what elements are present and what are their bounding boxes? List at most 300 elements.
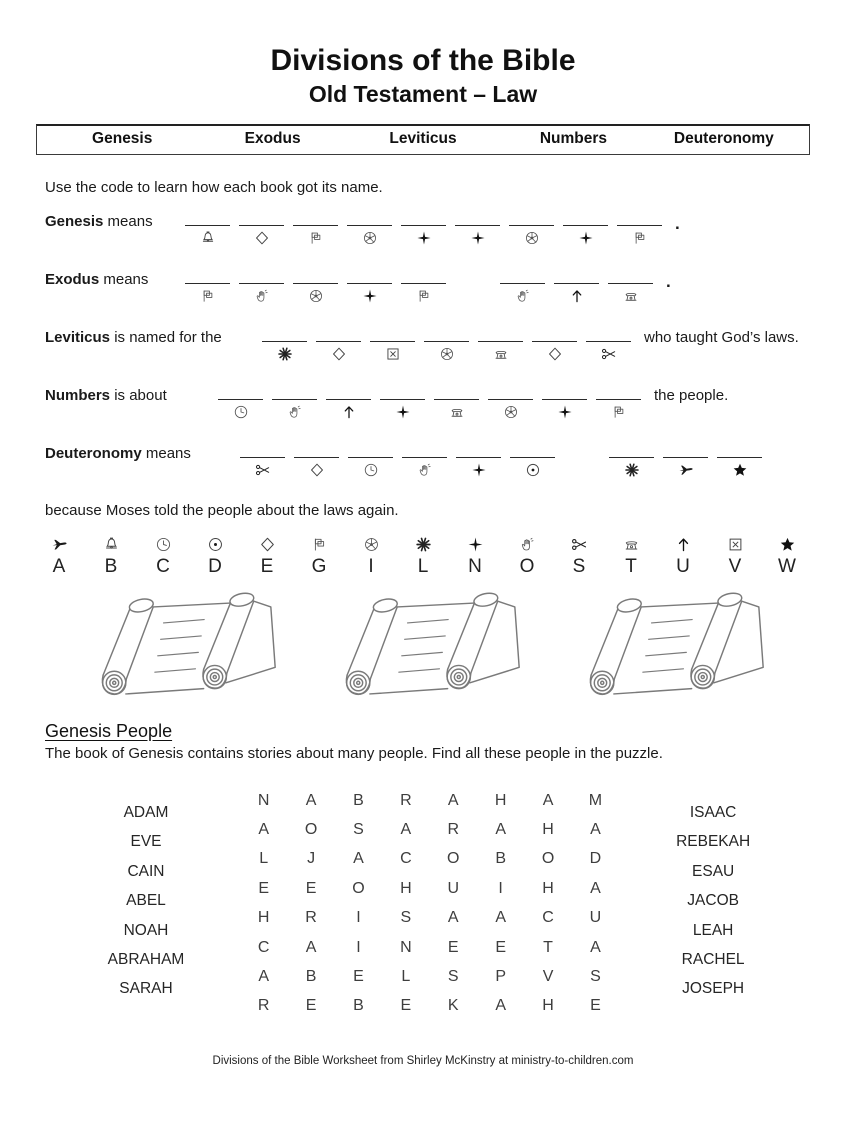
burst-icon bbox=[624, 462, 640, 478]
code-blank bbox=[510, 444, 555, 478]
code-blank bbox=[663, 444, 708, 478]
code-line-label bbox=[45, 444, 240, 463]
code-line-book: Exodus bbox=[45, 271, 100, 288]
key-item bbox=[460, 536, 490, 578]
grid-letter: E bbox=[305, 997, 317, 1015]
key-item bbox=[304, 536, 334, 578]
code-blank bbox=[348, 444, 393, 478]
grid-letter: H bbox=[542, 821, 554, 839]
scroll-illustration bbox=[321, 591, 525, 707]
word-search-description: The book of Genesis contains stories about many people. Find all these people in the puzzle. bbox=[45, 745, 663, 762]
grid-letter: A bbox=[542, 791, 554, 809]
code-blank bbox=[488, 386, 533, 420]
blank-line bbox=[401, 283, 446, 284]
grid-letter: M bbox=[588, 791, 603, 809]
key-item bbox=[252, 536, 282, 578]
code-word-group bbox=[185, 270, 446, 304]
blank-line bbox=[239, 283, 284, 284]
key-item bbox=[408, 536, 438, 578]
code-line-book: Leviticus bbox=[45, 329, 111, 346]
key-item bbox=[772, 536, 802, 578]
key-letter: E bbox=[260, 556, 274, 577]
wheel-icon bbox=[362, 230, 378, 246]
code-blank bbox=[455, 212, 500, 246]
grid-letter: A bbox=[495, 821, 506, 839]
code-blank bbox=[370, 328, 415, 362]
code-blank bbox=[617, 212, 662, 246]
word-list-item: ADAM bbox=[123, 804, 169, 821]
grid-letter: S bbox=[400, 909, 412, 927]
book-name: Exodus bbox=[244, 130, 301, 147]
word-list-item: ESAU bbox=[692, 862, 735, 880]
grid-letter: D bbox=[589, 850, 602, 868]
blank-line bbox=[532, 341, 577, 342]
code-blank bbox=[500, 270, 545, 304]
code-blank bbox=[272, 386, 317, 420]
code-blank bbox=[347, 270, 392, 304]
grid-letter: H bbox=[542, 879, 554, 897]
page-subtitle: Old Testament – Law bbox=[308, 81, 538, 107]
code-blank bbox=[586, 328, 631, 362]
word-list-item: ISAAC bbox=[689, 804, 737, 821]
diamond-icon bbox=[254, 230, 270, 246]
four-point-star-icon bbox=[470, 230, 486, 246]
code-line-book: Numbers bbox=[45, 387, 111, 404]
blank-line bbox=[717, 457, 762, 458]
code-line-text: is about bbox=[110, 387, 167, 404]
word-list-item: ABEL bbox=[126, 892, 166, 910]
code-line-book: Genesis bbox=[45, 213, 104, 230]
blank-line bbox=[609, 457, 654, 458]
blank-line bbox=[434, 399, 479, 400]
word-list-item: RACHEL bbox=[681, 951, 745, 969]
blank-line bbox=[348, 457, 393, 458]
grid-letter: S bbox=[447, 968, 459, 986]
four-point-star-icon bbox=[362, 288, 378, 304]
code-line-label bbox=[45, 328, 262, 347]
clock-icon bbox=[363, 462, 379, 478]
up-arrow-icon bbox=[675, 536, 692, 553]
key-letter: U bbox=[676, 556, 690, 577]
telephone-icon bbox=[493, 346, 509, 362]
grid-letter: K bbox=[447, 997, 459, 1015]
code-blank bbox=[509, 212, 554, 246]
flag-icon bbox=[200, 288, 216, 304]
four-point-star-icon bbox=[557, 404, 573, 420]
wheel-icon bbox=[363, 536, 380, 553]
wheel-icon bbox=[503, 404, 519, 420]
grid-letter: E bbox=[590, 997, 601, 1015]
word-list-item: REBEKAH bbox=[676, 833, 751, 851]
grid-letter: S bbox=[590, 968, 601, 986]
grid-letter: J bbox=[307, 850, 316, 868]
telephone-icon bbox=[623, 288, 639, 304]
key-letter: A bbox=[52, 556, 66, 577]
blank-line bbox=[456, 457, 501, 458]
blank-line bbox=[316, 341, 361, 342]
key-item bbox=[44, 536, 74, 578]
blank-line bbox=[608, 283, 653, 284]
code-blank bbox=[293, 212, 338, 246]
code-blank bbox=[316, 328, 361, 362]
blank-line bbox=[380, 399, 425, 400]
blank-line bbox=[293, 283, 338, 284]
blank-line bbox=[347, 225, 392, 226]
key-letter: B bbox=[104, 556, 118, 577]
blank-line bbox=[402, 457, 447, 458]
code-blank bbox=[717, 444, 762, 478]
symbol-key bbox=[44, 536, 802, 578]
grid-letter: A bbox=[590, 879, 601, 897]
boxed-x-icon bbox=[385, 346, 401, 362]
key-item bbox=[720, 536, 750, 578]
key-letter: W bbox=[778, 556, 796, 577]
wheel-icon bbox=[308, 288, 324, 304]
diamond-icon bbox=[331, 346, 347, 362]
code-line-suffix: the people. bbox=[654, 387, 729, 404]
boxed-x-icon bbox=[727, 536, 744, 553]
footer-credit: Divisions of the Bible Worksheet from Shirley McKinstry at ministry-to-children.com bbox=[212, 1055, 634, 1068]
blank-line bbox=[554, 283, 599, 284]
grid-letter: E bbox=[495, 938, 506, 956]
grid-letter: B bbox=[305, 968, 317, 986]
code-word-group bbox=[240, 444, 555, 478]
code-line-suffix: . bbox=[666, 272, 671, 291]
key-letter: S bbox=[572, 556, 586, 577]
code-line bbox=[45, 444, 846, 489]
scroll-illustration bbox=[77, 591, 281, 707]
word-list-item: NOAH bbox=[123, 921, 169, 939]
blank-line bbox=[586, 341, 631, 342]
code-word-group bbox=[218, 386, 641, 420]
blank-line bbox=[293, 225, 338, 226]
grid-letter: L bbox=[401, 968, 411, 986]
key-letter: N bbox=[468, 556, 482, 577]
blank-line bbox=[370, 341, 415, 342]
code-word-group bbox=[262, 328, 631, 362]
code-blank bbox=[401, 270, 446, 304]
blank-line bbox=[663, 457, 708, 458]
key-letter: O bbox=[519, 556, 535, 577]
grid-letter: A bbox=[305, 938, 317, 956]
grid-letter: I bbox=[356, 938, 361, 956]
code-blank bbox=[347, 212, 392, 246]
airplane-icon bbox=[51, 536, 68, 553]
code-line-suffix: . bbox=[675, 214, 680, 233]
key-letter: I bbox=[368, 556, 374, 577]
code-blank bbox=[294, 444, 339, 478]
four-point-star-icon bbox=[467, 536, 484, 553]
code-line-book: Deuteronomy bbox=[45, 445, 142, 462]
grid-letter: C bbox=[400, 850, 412, 868]
grid-letter: C bbox=[542, 909, 554, 927]
key-letter: T bbox=[625, 556, 637, 577]
four-point-star-icon bbox=[395, 404, 411, 420]
code-blank bbox=[478, 328, 523, 362]
key-letter: D bbox=[208, 556, 222, 577]
code-line-text: means bbox=[103, 213, 153, 230]
code-line-label bbox=[45, 212, 185, 231]
scissors-icon bbox=[571, 536, 588, 553]
code-line bbox=[45, 270, 846, 315]
code-blank bbox=[609, 444, 654, 478]
code-blank bbox=[185, 212, 230, 246]
code-blank bbox=[434, 386, 479, 420]
blank-line bbox=[500, 283, 545, 284]
key-letter: C bbox=[156, 556, 170, 577]
page-title: Divisions of the Bible bbox=[270, 44, 576, 77]
code-blank bbox=[532, 328, 577, 362]
grid-letter: N bbox=[257, 791, 270, 809]
scissors-icon bbox=[601, 346, 617, 362]
code-blank bbox=[401, 212, 446, 246]
telephone-icon bbox=[449, 404, 465, 420]
diamond-icon bbox=[309, 462, 325, 478]
grid-letter: B bbox=[353, 997, 364, 1015]
code-line bbox=[45, 328, 846, 373]
grid-letter: V bbox=[542, 968, 554, 986]
code-lines bbox=[45, 212, 846, 489]
blank-line bbox=[488, 399, 533, 400]
code-word-group bbox=[500, 270, 653, 304]
code-blank bbox=[218, 386, 263, 420]
grid-letter: O bbox=[541, 850, 555, 868]
key-letter: L bbox=[417, 556, 429, 577]
code-line-label bbox=[45, 386, 218, 405]
four-point-star-icon bbox=[416, 230, 432, 246]
book-name: Leviticus bbox=[389, 130, 457, 147]
word-search-grid bbox=[240, 786, 619, 1021]
genesis-people-heading: Genesis People bbox=[45, 721, 173, 741]
grid-letter: R bbox=[447, 821, 460, 839]
grid-letter: E bbox=[447, 938, 459, 956]
four-point-star-icon bbox=[578, 230, 594, 246]
key-letter: G bbox=[311, 556, 327, 577]
blank-line bbox=[617, 225, 662, 226]
code-blank bbox=[596, 386, 641, 420]
grid-letter: I bbox=[356, 909, 361, 927]
blank-line bbox=[478, 341, 523, 342]
code-blank bbox=[456, 444, 501, 478]
grid-letter: A bbox=[590, 821, 601, 839]
key-item bbox=[96, 536, 126, 578]
code-footnote: because Moses told the people about the laws again. bbox=[45, 502, 399, 519]
code-line-text: is named for the bbox=[110, 329, 222, 346]
telephone-icon bbox=[623, 536, 640, 553]
grid-letter: N bbox=[400, 938, 412, 956]
grid-letter: O bbox=[447, 850, 460, 868]
worksheet-page bbox=[0, 44, 846, 1125]
blank-line bbox=[455, 225, 500, 226]
scroll-illustrations bbox=[0, 591, 846, 707]
word-list-right bbox=[625, 786, 801, 1021]
flag-icon bbox=[308, 230, 324, 246]
book-name: Numbers bbox=[539, 130, 608, 147]
diamond-icon bbox=[259, 536, 276, 553]
grid-letter: A bbox=[447, 909, 459, 927]
flag-icon bbox=[311, 536, 328, 553]
blank-line bbox=[542, 399, 587, 400]
code-instruction: Use the code to learn how each book got its name. bbox=[45, 179, 383, 196]
code-blank bbox=[240, 444, 285, 478]
blank-line bbox=[239, 225, 284, 226]
clock-icon bbox=[233, 404, 249, 420]
code-blank bbox=[608, 270, 653, 304]
blank-line bbox=[401, 225, 446, 226]
four-point-star-icon bbox=[471, 462, 487, 478]
grid-letter: C bbox=[257, 938, 270, 956]
code-blank bbox=[554, 270, 599, 304]
blank-line bbox=[185, 283, 230, 284]
grid-letter: B bbox=[495, 850, 506, 868]
book-name: Deuteronomy bbox=[673, 130, 774, 147]
code-line-suffix: who taught God’s laws. bbox=[644, 329, 799, 346]
grid-letter: A bbox=[305, 791, 317, 809]
blank-line bbox=[326, 399, 371, 400]
word-list-item: LEAH bbox=[692, 921, 734, 939]
grid-letter: E bbox=[400, 997, 412, 1015]
code-blank bbox=[262, 328, 307, 362]
wheel-icon bbox=[524, 230, 540, 246]
grid-letter: R bbox=[257, 997, 270, 1015]
scissors-icon bbox=[255, 462, 271, 478]
blank-line bbox=[510, 457, 555, 458]
grid-letter: I bbox=[498, 879, 503, 897]
code-blank bbox=[239, 270, 284, 304]
grid-letter: T bbox=[543, 938, 553, 956]
grid-letter: A bbox=[590, 938, 601, 956]
grid-letter: A bbox=[447, 791, 459, 809]
grid-letter: U bbox=[589, 909, 602, 927]
blank-line bbox=[509, 225, 554, 226]
word-list-item: ABRAHAM bbox=[107, 951, 185, 969]
blank-line bbox=[218, 399, 263, 400]
clock-icon bbox=[155, 536, 172, 553]
grid-letter: A bbox=[495, 997, 506, 1015]
grid-letter: A bbox=[400, 821, 412, 839]
grid-letter: O bbox=[352, 879, 365, 897]
blank-line bbox=[294, 457, 339, 458]
blank-line bbox=[424, 341, 469, 342]
grid-letter: R bbox=[400, 791, 412, 809]
blank-line bbox=[563, 225, 608, 226]
hand-icon bbox=[519, 536, 536, 553]
code-line bbox=[45, 212, 846, 257]
key-item bbox=[512, 536, 542, 578]
word-list-item: JACOB bbox=[687, 892, 739, 910]
code-line-text: means bbox=[99, 271, 149, 288]
grid-letter: P bbox=[495, 968, 506, 986]
code-line bbox=[45, 386, 846, 431]
book-name: Genesis bbox=[92, 130, 153, 147]
circle-dot-icon bbox=[207, 536, 224, 553]
grid-letter: S bbox=[353, 821, 364, 839]
code-blank bbox=[326, 386, 371, 420]
grid-letter: H bbox=[400, 879, 412, 897]
grid-letter: A bbox=[258, 968, 270, 986]
word-list-left bbox=[58, 786, 234, 1021]
bell-icon bbox=[200, 230, 216, 246]
airplane-icon bbox=[678, 462, 694, 478]
blank-line bbox=[185, 225, 230, 226]
code-blank bbox=[424, 328, 469, 362]
hand-icon bbox=[254, 288, 270, 304]
grid-letter: E bbox=[258, 879, 270, 897]
code-blank bbox=[239, 212, 284, 246]
key-item bbox=[148, 536, 178, 578]
key-item bbox=[356, 536, 386, 578]
blank-line bbox=[596, 399, 641, 400]
five-point-star-icon bbox=[732, 462, 748, 478]
grid-letter: L bbox=[259, 850, 269, 868]
grid-letter: O bbox=[304, 821, 318, 839]
word-list-item: CAIN bbox=[127, 862, 165, 880]
circle-dot-icon bbox=[525, 462, 541, 478]
blank-line bbox=[240, 457, 285, 458]
code-blank bbox=[380, 386, 425, 420]
code-blank bbox=[542, 386, 587, 420]
flag-icon bbox=[632, 230, 648, 246]
grid-letter: A bbox=[258, 821, 270, 839]
blank-line bbox=[262, 341, 307, 342]
grid-letter: U bbox=[447, 879, 460, 897]
hand-icon bbox=[287, 404, 303, 420]
code-line-label bbox=[45, 270, 185, 289]
flag-icon bbox=[416, 288, 432, 304]
word-list-item: EVE bbox=[130, 833, 162, 851]
up-arrow-icon bbox=[569, 288, 585, 304]
grid-letter: H bbox=[542, 997, 554, 1015]
code-word-group bbox=[185, 212, 662, 246]
key-item bbox=[200, 536, 230, 578]
diamond-icon bbox=[547, 346, 563, 362]
grid-letter: B bbox=[353, 791, 364, 809]
grid-letter: A bbox=[353, 850, 364, 868]
code-blank bbox=[563, 212, 608, 246]
burst-icon bbox=[415, 536, 432, 553]
key-letter: V bbox=[728, 556, 742, 577]
word-list-item: SARAH bbox=[119, 980, 173, 998]
grid-letter: E bbox=[353, 968, 364, 986]
code-blank bbox=[402, 444, 447, 478]
grid-letter: H bbox=[257, 909, 270, 927]
hand-icon bbox=[417, 462, 433, 478]
grid-letter: H bbox=[494, 791, 507, 809]
scroll-illustration bbox=[565, 591, 769, 707]
bell-icon bbox=[103, 536, 120, 553]
books-box bbox=[36, 124, 810, 155]
grid-letter: E bbox=[305, 879, 317, 897]
grid-letter: R bbox=[305, 909, 317, 927]
five-point-star-icon bbox=[779, 536, 796, 553]
grid-letter: A bbox=[495, 909, 506, 927]
code-word-group bbox=[609, 444, 762, 478]
code-blank bbox=[293, 270, 338, 304]
key-item bbox=[668, 536, 698, 578]
word-search-puzzle bbox=[58, 786, 846, 1021]
blank-line bbox=[347, 283, 392, 284]
code-blank bbox=[185, 270, 230, 304]
key-item bbox=[564, 536, 594, 578]
wheel-icon bbox=[439, 346, 455, 362]
key-item bbox=[616, 536, 646, 578]
blank-line bbox=[272, 399, 317, 400]
code-line-text: means bbox=[141, 445, 191, 462]
hand-icon bbox=[515, 288, 531, 304]
burst-icon bbox=[277, 346, 293, 362]
up-arrow-icon bbox=[341, 404, 357, 420]
flag-icon bbox=[611, 404, 627, 420]
